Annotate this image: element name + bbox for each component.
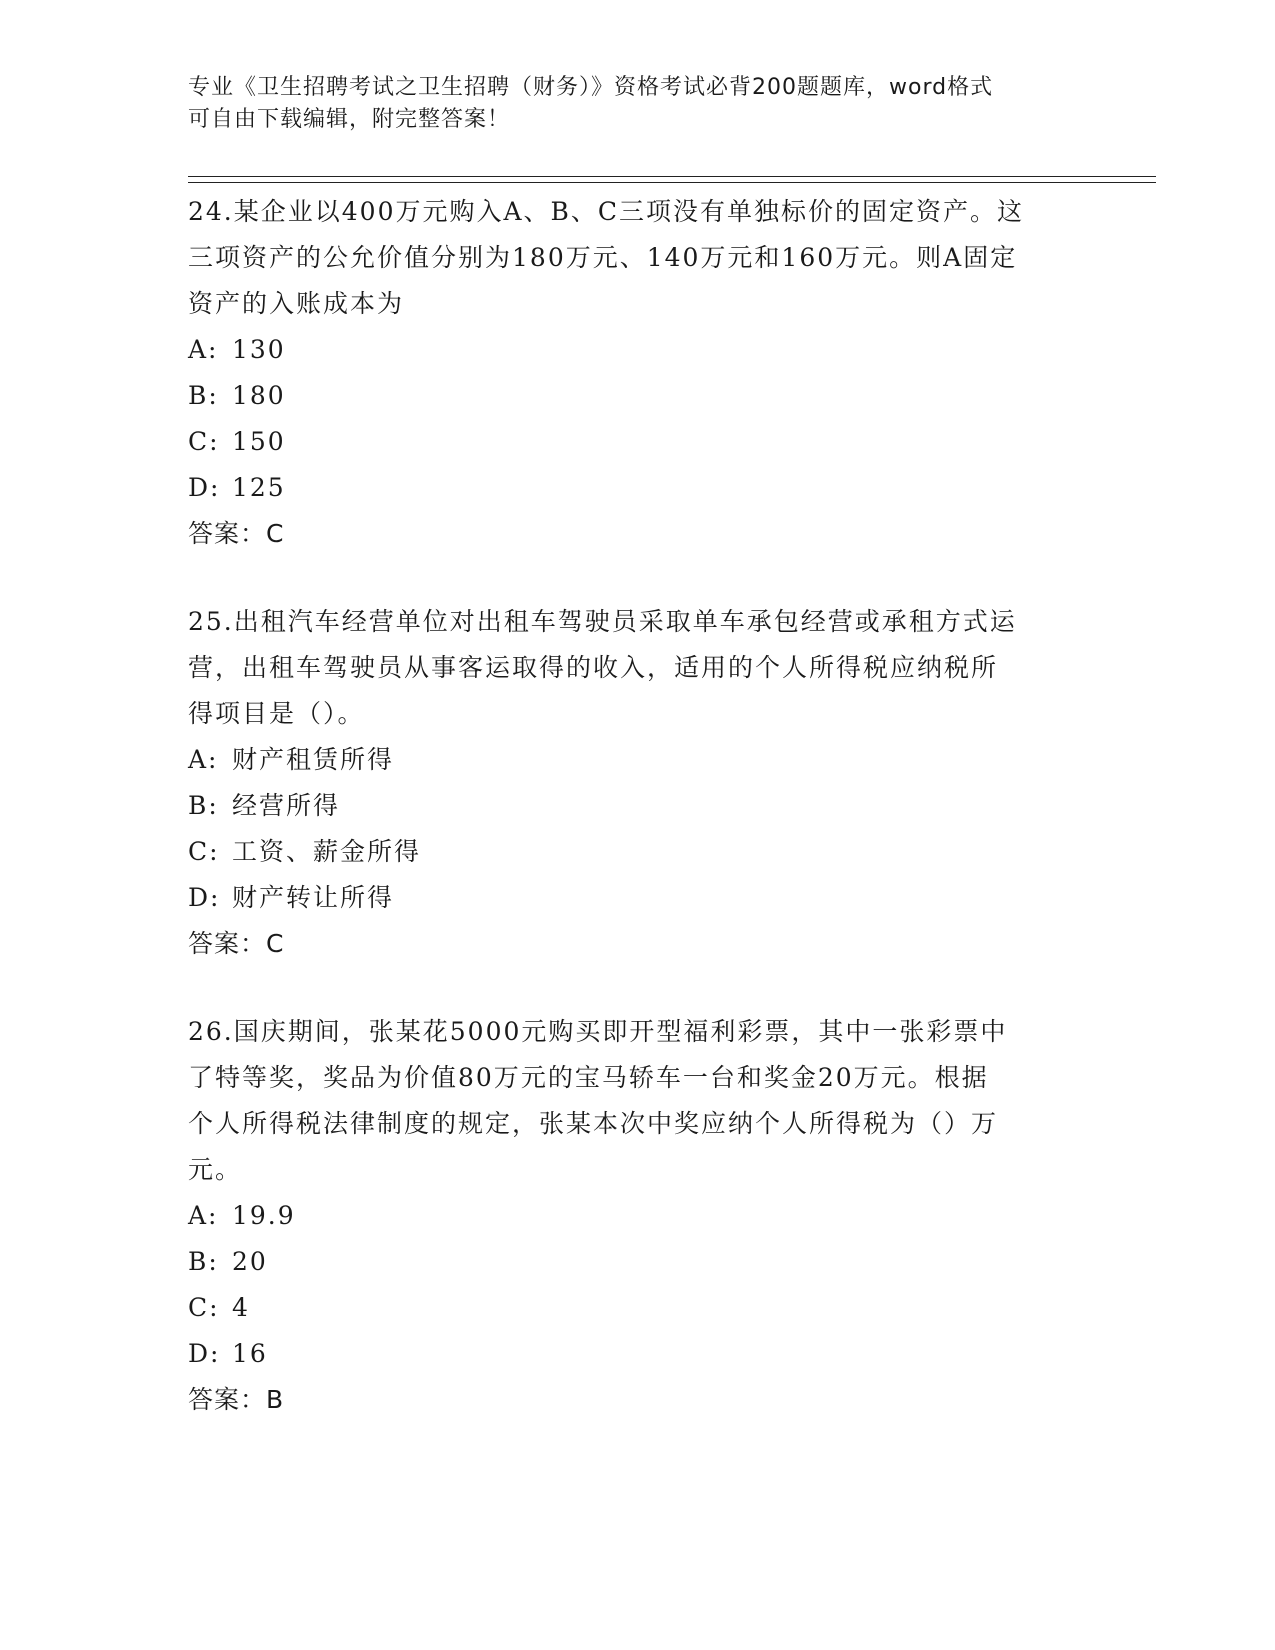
header-line-1: 专业《卫生招聘考试之卫生招聘（财务）》资格考试必背200题题库，word格式 (188, 75, 994, 100)
option-text: 125 (232, 473, 286, 502)
question-25 (188, 599, 1088, 967)
option-text: 16 (232, 1339, 268, 1368)
option-a (188, 327, 1088, 373)
answer: 答案：C (188, 519, 285, 548)
option-a (188, 737, 1088, 783)
option-b (188, 1239, 1088, 1285)
option-c (188, 1285, 1088, 1331)
option-text: 4 (232, 1293, 250, 1322)
option-text: 工资、薪金所得 (232, 837, 422, 866)
option-label: A: (188, 745, 219, 774)
option-label: B: (188, 791, 219, 820)
option-c (188, 829, 1088, 875)
option-label: D: (188, 1339, 221, 1368)
option-b (188, 783, 1088, 829)
option-text: 财产转让所得 (232, 883, 395, 912)
header-rule-bottom (188, 182, 1156, 183)
question-text-line: 资产的入账成本为 (188, 289, 405, 318)
question-text-line: 26.国庆期间，张某花5000元购买即开型福利彩票，其中一张彩票中 (188, 1017, 1008, 1046)
question-text-line: 了特等奖，奖品为价值80万元的宝马轿车一台和奖金20万元。根据 (188, 1063, 989, 1092)
question-text-line: 个人所得税法律制度的规定，张某本次中奖应纳个人所得税为（）万 (188, 1109, 999, 1138)
header-line-2: 可自由下载编辑，附完整答案！ (188, 107, 511, 132)
option-a (188, 1193, 1088, 1239)
option-label: C: (188, 837, 220, 866)
option-d (188, 1331, 1088, 1377)
option-d (188, 465, 1088, 511)
option-label: B: (188, 381, 219, 410)
option-label: C: (188, 1293, 220, 1322)
option-label: D: (188, 883, 221, 912)
option-b (188, 373, 1088, 419)
option-text: 财产租赁所得 (232, 745, 395, 774)
answer: 答案：B (188, 1385, 285, 1414)
option-text: 180 (232, 381, 286, 410)
option-c (188, 419, 1088, 465)
document-header (188, 72, 1088, 136)
option-text: 150 (232, 427, 286, 456)
question-text-line: 得项目是（）。 (188, 699, 365, 728)
question-text-line: 元。 (188, 1155, 243, 1184)
option-d (188, 875, 1088, 921)
option-label: C: (188, 427, 220, 456)
option-label: D: (188, 473, 221, 502)
question-26 (188, 1009, 1088, 1423)
option-text: 20 (232, 1247, 268, 1276)
option-text: 130 (232, 335, 286, 364)
header-rule-top (188, 176, 1156, 177)
question-text-line: 营，出租车驾驶员从事客运取得的收入，适用的个人所得税应纳税所 (188, 653, 999, 682)
question-text-line: 25.出租汽车经营单位对出租车驾驶员采取单车承包经营或承租方式运 (188, 607, 1017, 636)
option-text: 经营所得 (232, 791, 341, 820)
option-text: 19.9 (232, 1201, 296, 1230)
question-text-line: 三项资产的公允价值分别为180万元、140万元和160万元。则A固定 (188, 243, 1018, 272)
option-label: A: (188, 335, 219, 364)
option-label: B: (188, 1247, 219, 1276)
answer: 答案：C (188, 929, 285, 958)
question-text-line: 24.某企业以400万元购入A、B、C三项没有单独标价的固定资产。这 (188, 197, 1025, 226)
question-24 (188, 189, 1088, 557)
option-label: A: (188, 1201, 219, 1230)
